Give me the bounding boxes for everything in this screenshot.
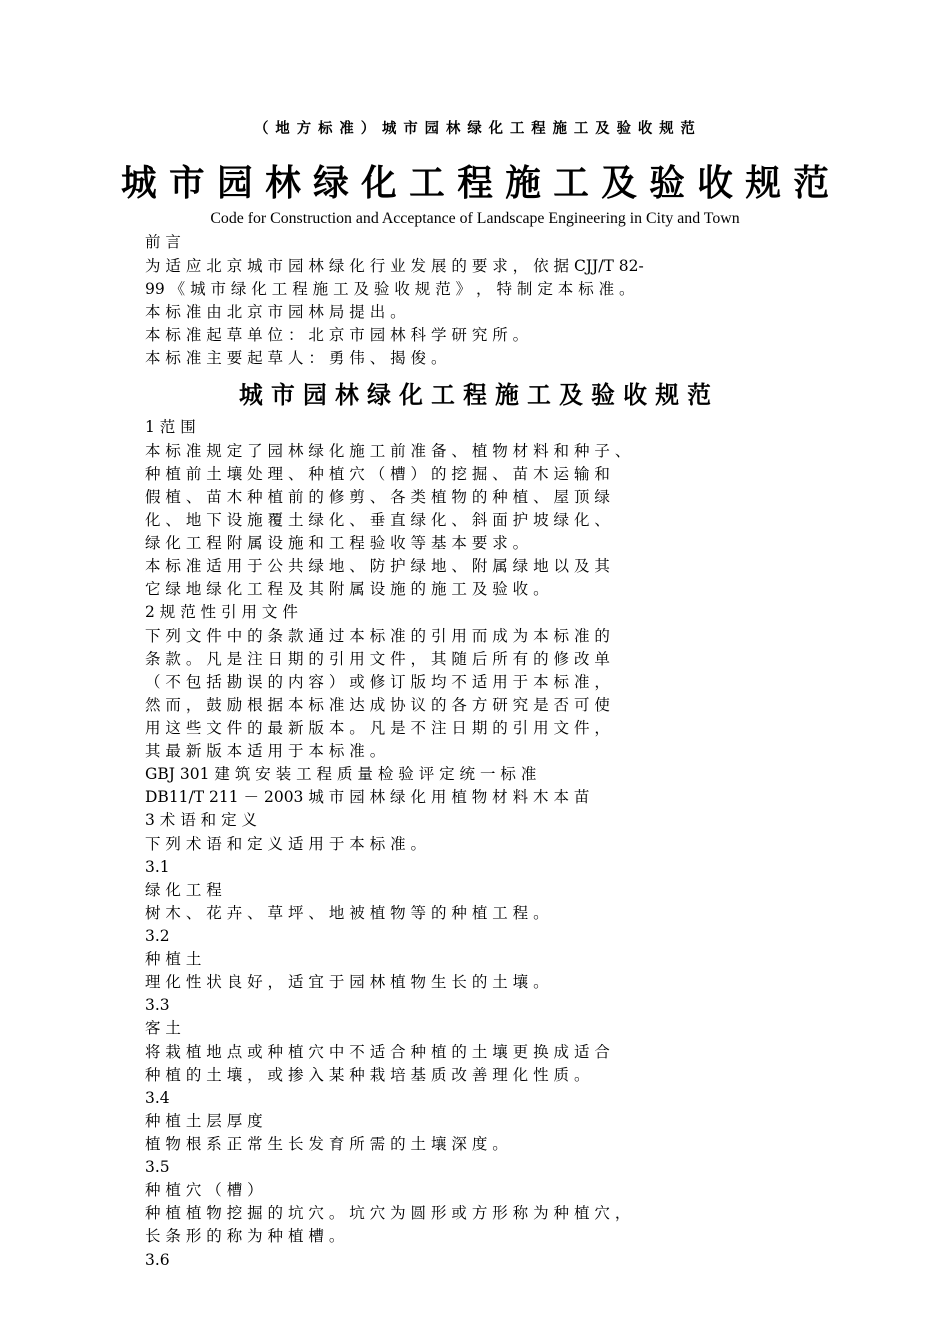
body-line: 然 而 ， 鼓 励 根 据 本 标 准 达 成 协 议 的 各 方 研 究 是 否 可 使 (145, 696, 610, 714)
body-line: 它 绿 地 绿 化 工 程 及 其 附 属 设 施 的 施 工 及 验 收 。 (145, 580, 549, 598)
running-title: （ 地 方 标 准 ） 城 市 园 林 绿 化 工 程 施 工 及 验 收 规 范 (254, 121, 696, 137)
english-title: Code for Construction and Acceptance of Landscape Engineering in City and Town (210, 210, 740, 227)
body-line: 种 植 植 物 挖 掘 的 坑 穴 。 坑 穴 为 圆 形 或 方 形 称 为 种 植 穴 ， (145, 1204, 631, 1222)
foreword-line: 本 标 准 起 草 单 位 ： 北 京 市 园 林 科 学 研 究 所 。 (145, 326, 529, 344)
foreword-heading: 前 言 (145, 233, 181, 251)
body-line: 假 植 、 苗 木 种 植 前 的 修 剪 、 各 类 植 物 的 种 植 、 屋 顶 绿 (145, 488, 610, 506)
body-line: 将 栽 植 地 点 或 种 植 穴 中 不 适 合 种 植 的 土 壤 更 换 成 适 合 (145, 1043, 610, 1061)
body-line: 1 范 围 (145, 418, 196, 436)
body-line: 绿 化 工 程 (145, 881, 222, 899)
body-line: 绿 化 工 程 附 属 设 施 和 工 程 验 收 等 基 本 要 求 。 (145, 534, 529, 552)
body-line: 树 木 、 花 卉 、 草 坪 、 地 被 植 物 等 的 种 植 工 程 。 (145, 904, 549, 922)
body-line: 理 化 性 状 良 好 ， 适 宜 于 园 林 植 物 生 长 的 土 壤 。 (145, 973, 549, 991)
body-line: 2 规 范 性 引 用 文 件 (145, 603, 298, 621)
body-line: GBJ 301 建 筑 安 装 工 程 质 量 检 验 评 定 统 一 标 准 (145, 765, 537, 783)
body-line: 种 植 前 土 壤 处 理 、 种 植 穴 （ 槽 ） 的 挖 掘 、 苗 木 运 输 和 (145, 465, 610, 483)
body-line: 化 、 地 下 设 施 覆 土 绿 化 、 垂 直 绿 化 、 斜 面 护 坡 绿 化 、 (145, 511, 610, 529)
body-line: 3.3 (145, 996, 170, 1014)
foreword-line: 99 《 城 市 绿 化 工 程 施 工 及 验 收 规 范 》 ， 特 制 定 本 标 准 。 (145, 280, 635, 298)
body-line: 种 植 土 层 厚 度 (145, 1112, 263, 1130)
body-line: 3.2 (145, 927, 170, 945)
body-line: 3 术 语 和 定 义 (145, 811, 257, 829)
foreword-line: 本 标 准 由 北 京 市 园 林 局 提 出 。 (145, 303, 406, 321)
foreword-line: 本 标 准 主 要 起 草 人 ： 勇 伟 、 揭 俊 。 (145, 349, 447, 367)
body-line: 植 物 根 系 正 常 生 长 发 育 所 需 的 土 壤 深 度 。 (145, 1135, 508, 1153)
body-line: 本 标 准 适 用 于 公 共 绿 地 、 防 护 绿 地 、 附 属 绿 地 以 及 其 (145, 557, 610, 575)
body-line: 下 列 术 语 和 定 义 适 用 于 本 标 准 。 (145, 835, 427, 853)
foreword-line: 为 适 应 北 京 城 市 园 林 绿 化 行 业 发 展 的 要 求 ， 依 据 CJJ/T 82- (145, 257, 644, 275)
body-line: 本 标 准 规 定 了 园 林 绿 化 施 工 前 准 备 、 植 物 材 料 和 种 子 、 (145, 442, 631, 460)
body-line: 客 土 (145, 1019, 181, 1037)
section-title: 城 市 园 林 绿 化 工 程 施 工 及 验 收 规 范 (239, 381, 711, 409)
body-line: 种 植 的 土 壤 ， 或 掺 入 某 种 栽 培 基 质 改 善 理 化 性 质 。 (145, 1066, 590, 1084)
body-line: 种 植 穴 （ 槽 ） (145, 1181, 263, 1199)
body-line: 3.1 (145, 858, 170, 876)
body-line: 用 这 些 文 件 的 最 新 版 本 。 凡 是 不 注 日 期 的 引 用 文 件 ， (145, 719, 610, 737)
body-line: 条 款 。 凡 是 注 日 期 的 引 用 文 件 ， 其 随 后 所 有 的 修 改 单 (145, 650, 610, 668)
document-title: 城 市 园 林 绿 化 工 程 施 工 及 验 收 规 范 (121, 163, 829, 204)
body-line: DB11/T 211 － 2003 城 市 园 林 绿 化 用 植 物 材 料 木 本 苗 (145, 788, 590, 806)
body-line: 3.4 (145, 1089, 170, 1107)
body-line: （ 不 包 括 勘 误 的 内 容 ） 或 修 订 版 均 不 适 用 于 本 标 准 ， (145, 673, 610, 691)
body-line: 3.5 (145, 1158, 170, 1176)
body-line: 长 条 形 的 称 为 种 植 槽 。 (145, 1227, 345, 1245)
body-line: 其 最 新 版 本 适 用 于 本 标 准 。 (145, 742, 386, 760)
body-line: 下 列 文 件 中 的 条 款 通 过 本 标 准 的 引 用 而 成 为 本 标 准 的 (145, 627, 610, 645)
body-line: 种 植 土 (145, 950, 202, 968)
body-line: 3.6 (145, 1251, 170, 1269)
